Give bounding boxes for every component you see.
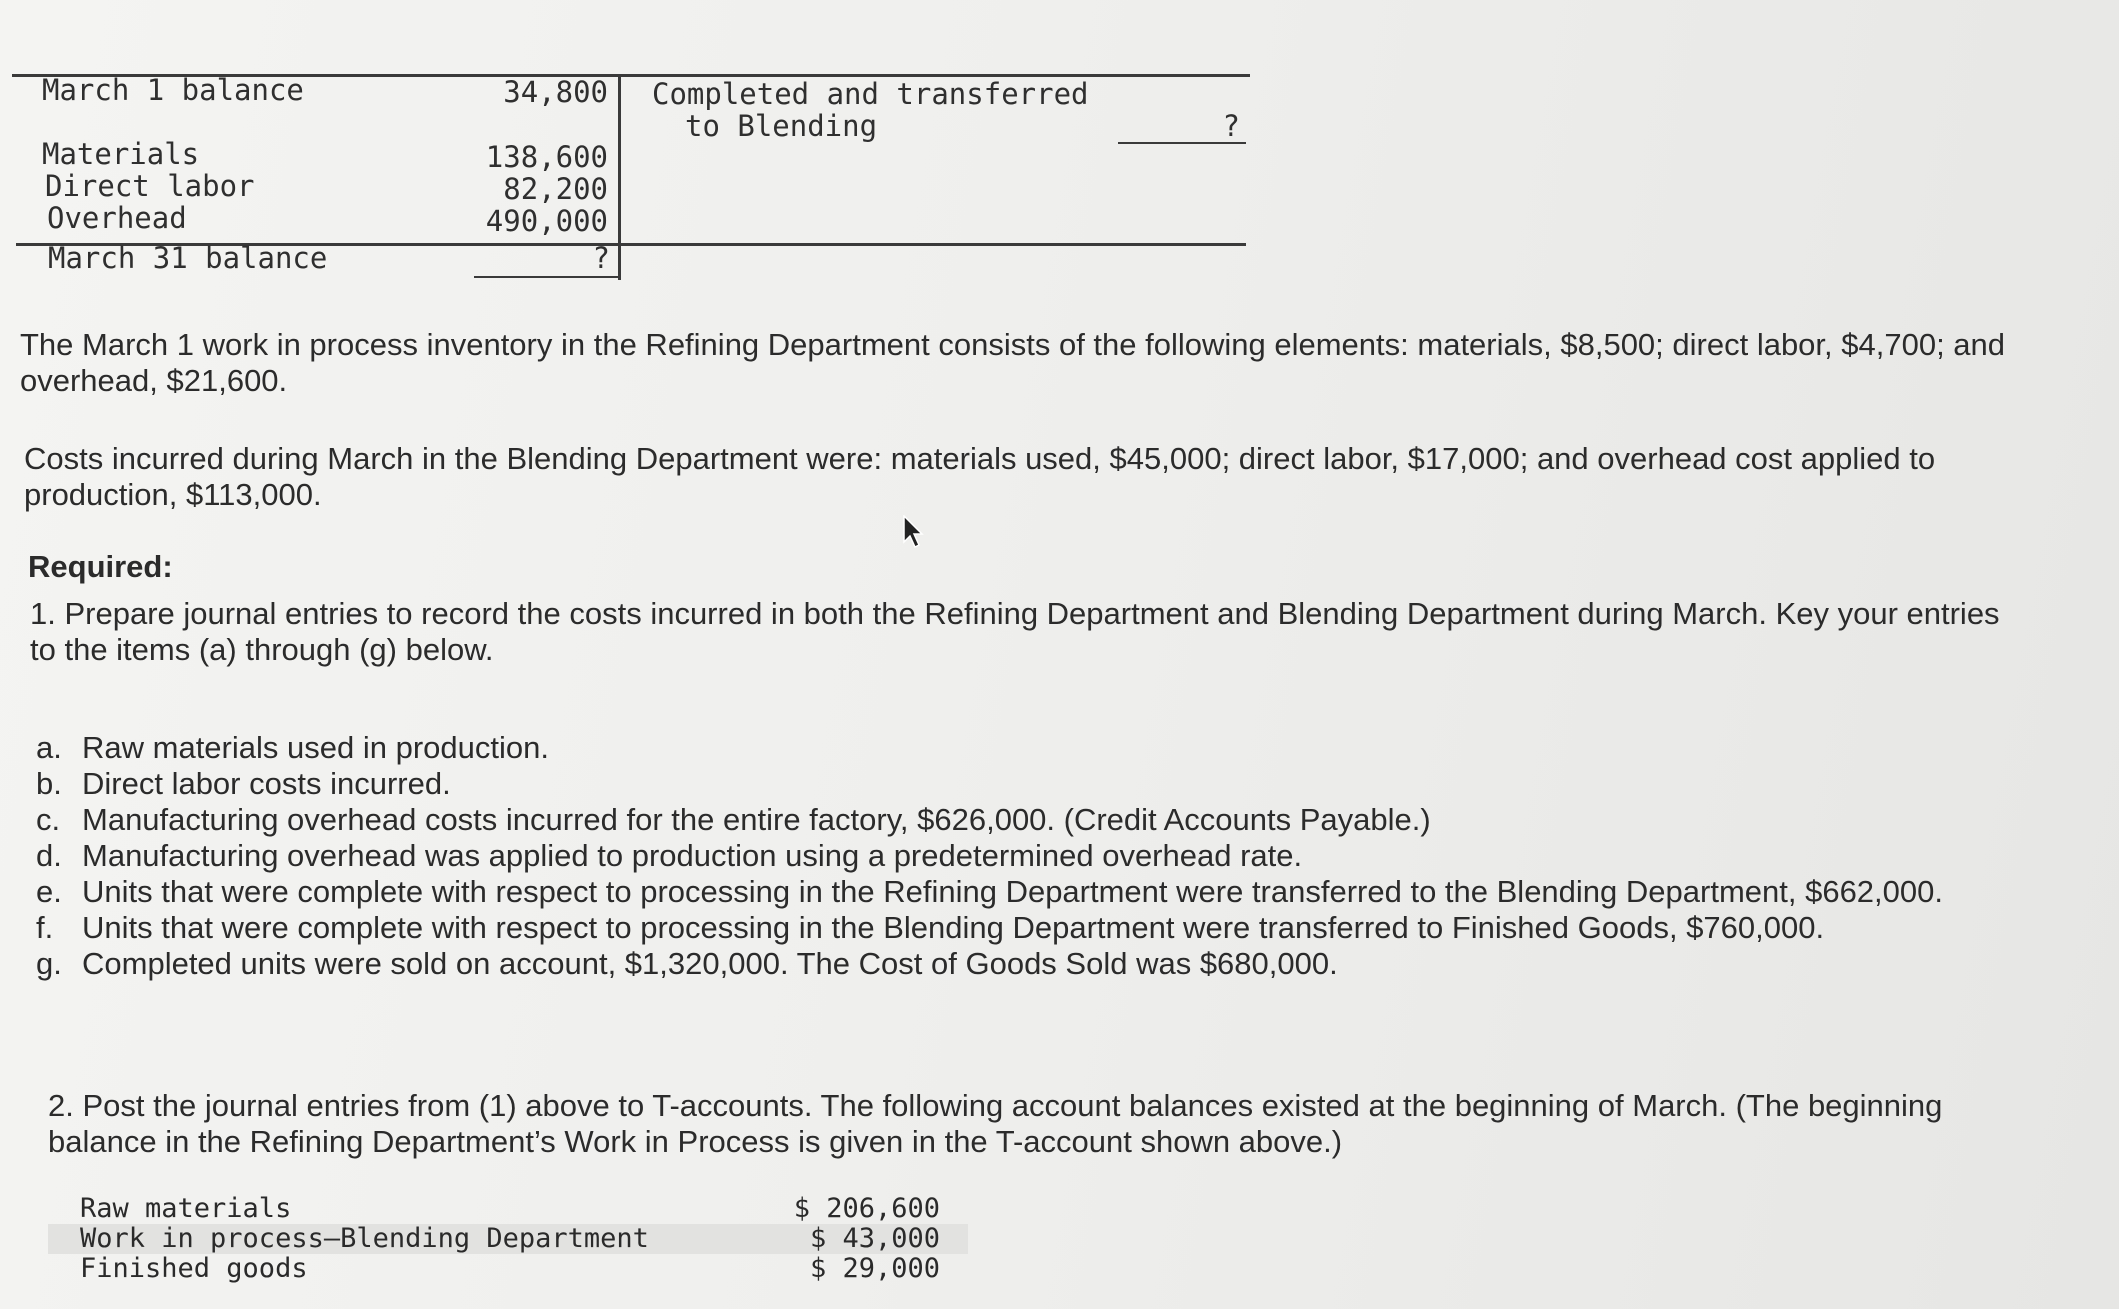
debit-value-march-1: 34,800 <box>503 75 608 109</box>
balance-amount: $ 206,600 <box>793 1193 940 1224</box>
list-item <box>36 874 1976 910</box>
debit-label-overhead: Overhead <box>47 201 187 235</box>
t-account-center-rule <box>618 74 621 280</box>
debit-value-materials: 138,600 <box>485 140 608 174</box>
list-item <box>36 730 1976 766</box>
item-letter: b. <box>36 766 62 801</box>
item-letter: g. <box>36 946 62 981</box>
required-heading: Required: <box>28 549 173 584</box>
list-item <box>36 766 1976 802</box>
list-item <box>36 838 1976 874</box>
mouse-pointer-icon <box>903 515 925 549</box>
item-text: Direct labor costs incurred. <box>82 766 451 801</box>
balance-account: Work in process—Blending Department <box>80 1223 649 1254</box>
list-item <box>36 946 1976 982</box>
list-item <box>36 910 1976 946</box>
item-text: Raw materials used in production. <box>82 730 549 765</box>
debit-value-overhead: 490,000 <box>485 204 608 238</box>
item-letter: c. <box>36 802 61 837</box>
required-item-1: 1. Prepare journal entries to record the costs incurred in both the Refining Department and Blending Department during March. Key your entries to the items (a) through (g) below. <box>30 596 2000 667</box>
blending-paragraph: Costs incurred during March in the Blending Department were: materials used, $45,000; direct labor, $17,000; and overhead cost applied to production, $113,000. <box>24 441 1936 512</box>
debit-value-march-31: ? <box>592 241 610 275</box>
list-item <box>36 802 1976 838</box>
table-row <box>48 1224 968 1254</box>
item-text: Manufacturing overhead was applied to production using a predetermined overhead rate. <box>82 838 1303 873</box>
credit-value-transferred: ? <box>1222 109 1240 143</box>
required-item-2: 2. Post the journal entries from (1) above to T-accounts. The following account balances existed at the beginning of March. (The beginning balance in the Refining Department’s Work in Process is given in the T-account shown above.) <box>48 1088 1943 1159</box>
item-text: Units that were complete with respect to processing in the Refining Department were transferred to the Blending Department, $662,000. <box>82 874 1943 909</box>
balance-account: Finished goods <box>80 1253 308 1284</box>
item-letter: a. <box>36 730 62 765</box>
balance-amount: $ 43,000 <box>809 1223 940 1254</box>
items-list <box>36 730 1976 982</box>
beginning-balances-table <box>48 1194 968 1284</box>
item-text: Completed units were sold on account, $1,320,000. The Cost of Goods Sold was $680,000. <box>82 946 1338 981</box>
refining-paragraph: The March 1 work in process inventory in the Refining Department consists of the following elements: materials, $8,500; direct labor, $4,700; and overhead, $21,600. <box>20 327 2006 398</box>
balance-underline <box>474 276 620 278</box>
balance-amount: $ 29,000 <box>809 1253 940 1284</box>
balance-account: Raw materials <box>80 1193 292 1224</box>
item-letter: d. <box>36 838 62 873</box>
table-row <box>48 1194 968 1224</box>
debit-value-direct-labor: 82,200 <box>503 172 608 206</box>
item-text: Units that were complete with respect to processing in the Blending Department were transferred to Finished Goods, $760,000. <box>82 910 1825 945</box>
credit-label-line1: Completed and transferred <box>652 77 1089 111</box>
debit-label-march-1: March 1 balance <box>42 73 304 107</box>
debit-label-direct-labor: Direct labor <box>45 169 255 203</box>
table-row <box>48 1254 968 1284</box>
debit-label-march-31: March 31 balance <box>48 241 328 275</box>
debit-label-materials: Materials <box>42 137 200 171</box>
item-letter: f. <box>36 910 54 945</box>
t-account-refining-wip <box>12 70 1250 285</box>
item-text: Manufacturing overhead costs incurred for the entire factory, $626,000. (Credit Accounts Payable.) <box>82 802 1431 837</box>
credit-label-line2: to Blending <box>685 109 878 143</box>
item-letter: e. <box>36 874 62 909</box>
